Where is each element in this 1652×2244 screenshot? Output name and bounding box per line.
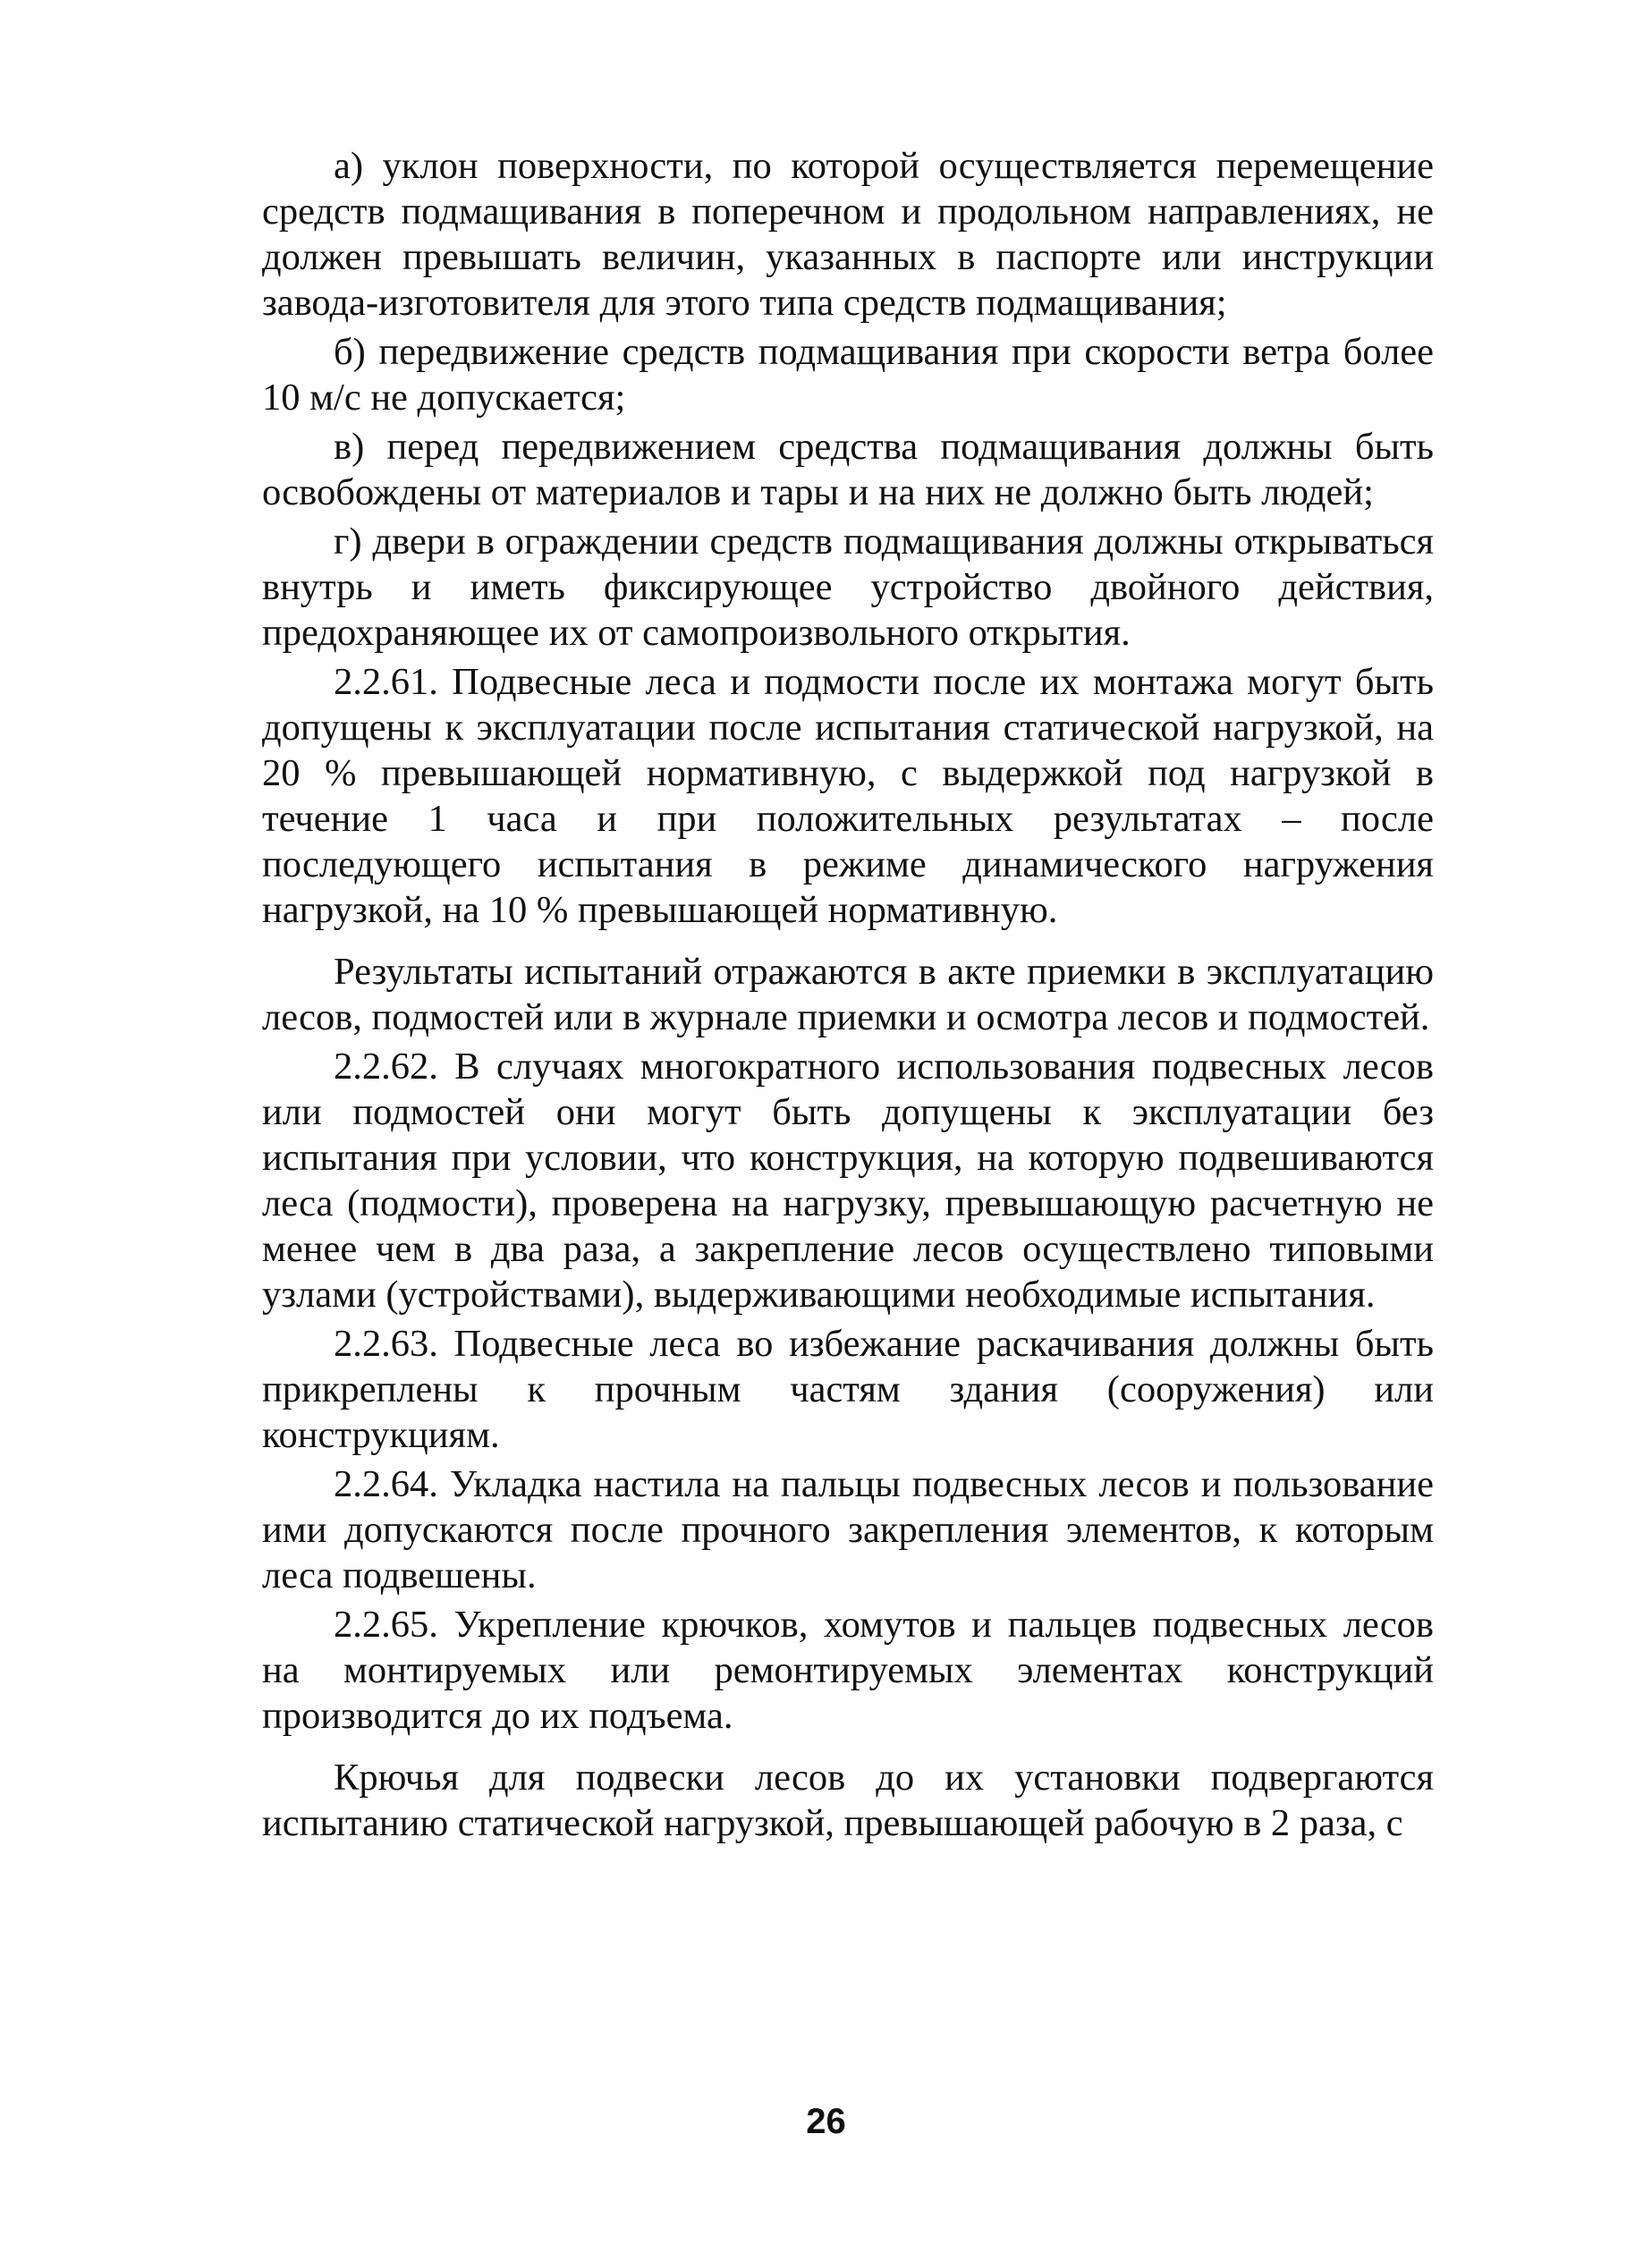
paragraph-hooks-testing: Крючья для подвески лесов до их установки подвергаются испытанию статической нагрузкой, превышающей рабочую в 2 раза, с — [262, 1757, 1434, 1844]
paragraph-2-2-62: 2.2.62. В случаях многократного использования подвесных лесов или подмостей они могут быть допущены к эксплуатации без испытания при условии, что конструкция, на которую подвешиваются леса (подмости), проверена на нагрузку, превышающую расчетную не менее чем в два раза, а закрепление лесов осуществлено типовыми узлами (устройствами), выдерживающими необходимые испытания. — [262, 1046, 1434, 1316]
paragraph-v-before-moving: в) перед передвижением средства подмащивания должны быть освобождены от материалов и тары и на них не должно быть людей; — [262, 426, 1434, 513]
paragraph-2-2-65: 2.2.65. Укрепление крючков, хомутов и пальцев подвесных лесов на монтируемых или ремонтируемых элементах конструкций производится до их подъема. — [262, 1604, 1434, 1737]
paragraph-g-doors: г) двери в ограждении средств подмащивания должны открываться внутрь и иметь фиксирующее устройство двойного действия, предохраняющее их от самопроизвольного открытия. — [262, 521, 1434, 654]
paragraph-2-2-63: 2.2.63. Подвесные леса во избежание раскачивания должны быть прикреплены к прочным частям здания (сооружения) или конструкциям. — [262, 1323, 1434, 1456]
paragraph-b-wind-speed: б) передвижение средств подмащивания при скорости ветра более 10 м/с не допускается; — [262, 331, 1434, 419]
paragraph-a-slope: а) уклон поверхности, по которой осуществляется перемещение средств подмащивания в поперечном и продольном направлениях, не должен превышать величин, указанных в паспорте или инструкции завода-изготовителя для этого типа средств подмащивания; — [262, 145, 1434, 324]
paragraph-2-2-64: 2.2.64. Укладка настила на пальцы подвесных лесов и пользование ими допускаются после прочного закрепления элементов, к которым леса подвешены. — [262, 1463, 1434, 1596]
document-page — [262, 143, 1434, 2111]
paragraph-test-results: Результаты испытаний отражаются в акте приемки в эксплуатацию лесов, подмостей или в журнале приемки и осмотра лесов и подмостей. — [262, 951, 1434, 1038]
page-number: 26 — [806, 2102, 846, 2141]
paragraph-2-2-61: 2.2.61. Подвесные леса и подмости после их монтажа могут быть допущены к эксплуатации после испытания статической нагрузкой, на 20 % превышающей нормативную, с выдержкой под нагрузкой в течение 1 часа и при положительных результатах – после последующего испытания в режиме динамического нагружения нагрузкой, на 10 % превышающей нормативную. — [262, 661, 1434, 931]
